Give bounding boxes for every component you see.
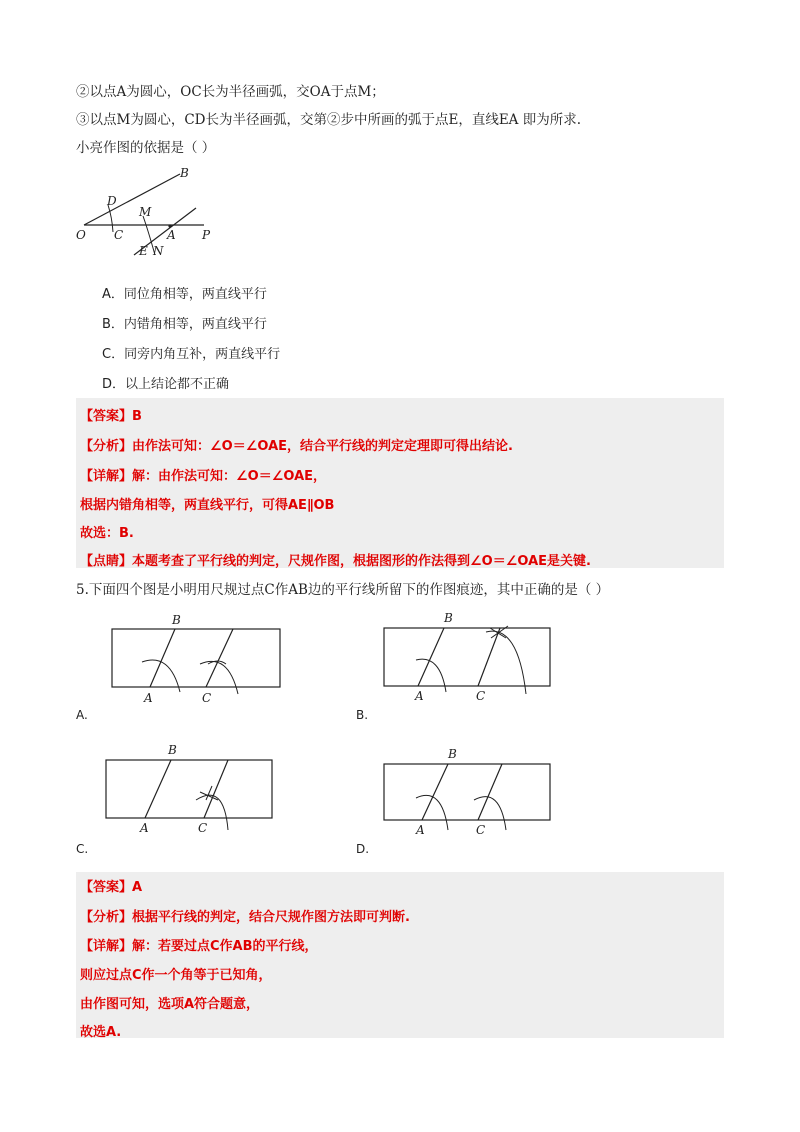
label-o: O [76, 228, 86, 242]
q4-comment: 【点睛】本题考查了平行线的判定，尺规作图，根据图形的作法得到∠O＝∠OAE是关键. [80, 554, 591, 569]
step-3: ③以点M为圆心，CD长为半径画弧，交第②步中所画的弧于点E，直线EA 即为所求. [76, 112, 582, 128]
q4-analysis: 【分析】由作法可知：∠O＝∠OAE，结合平行线的判定定理即可得出结论. [80, 439, 513, 454]
label-m: M [139, 205, 152, 219]
q5-answer: 【答案】A [80, 880, 143, 895]
q5-choose: 故选A. [80, 1025, 122, 1040]
step-2: ②以点A为圆心，OC长为半径画弧，交OA于点M； [76, 84, 385, 100]
option-d[interactable]: D．以上结论都不正确 [102, 377, 230, 392]
option-b[interactable]: B．内错角相等，两直线平行 [102, 317, 267, 332]
q4-detail-2: 根据内错角相等，两直线平行，可得AE∥OB [80, 498, 335, 513]
q5-analysis: 【分析】根据平行线的判定，结合尺规作图方法即可判断. [80, 910, 410, 925]
q5-detail: 【详解】解：若要过点C作AB的平行线， [80, 939, 318, 954]
fig-label-a[interactable]: A. [76, 708, 88, 722]
q5-stem: 5.下面四个图是小明用尺规过点C作AB边的平行线所留下的作图痕迹，其中正确的是（ ） [76, 582, 610, 598]
q5-figure-d [378, 742, 568, 837]
q5-detail-3: 由作图可知，选项A符合题意， [80, 997, 260, 1012]
arc-cd [108, 205, 113, 232]
svg-text:A: A [144, 691, 153, 705]
q4-detail: 【详解】解：由作法可知：∠O＝∠OAE， [80, 469, 327, 484]
fig-label-d[interactable]: D. [356, 842, 370, 856]
q5-figure-b [378, 610, 568, 705]
q5-figure-c [100, 742, 290, 837]
option-a[interactable]: A．同位角相等，两直线平行 [102, 287, 267, 302]
label-e: E [139, 244, 148, 258]
svg-text:B: B [168, 743, 177, 757]
option-c[interactable]: C．同旁内角互补，两直线平行 [102, 347, 281, 362]
svg-text:C: C [476, 689, 486, 703]
svg-text:B: B [444, 611, 453, 625]
fig-label-b[interactable]: B. [356, 708, 369, 722]
svg-text:C: C [476, 823, 486, 837]
q5-figure-a [100, 612, 290, 707]
svg-text:B: B [448, 747, 457, 761]
svg-text:C: C [198, 821, 208, 835]
label-a: A [167, 228, 176, 242]
svg-text:A: A [140, 821, 149, 835]
fig-label-c[interactable]: C. [76, 842, 89, 856]
svg-text:B: B [172, 613, 181, 627]
label-d: D [107, 194, 117, 208]
label-p: P [202, 228, 211, 242]
label-c: C [114, 228, 124, 242]
question-prompt: 小亮作图的依据是（ ） [76, 140, 216, 156]
svg-text:A: A [416, 823, 425, 837]
label-b: B [180, 166, 189, 180]
q4-answer: 【答案】B [80, 409, 142, 424]
q5-detail-2: 则应过点C作一个角等于已知角， [80, 968, 272, 983]
label-n: N [153, 244, 164, 258]
q4-geometry-figure [76, 160, 226, 260]
ray-ob [84, 174, 180, 225]
q5-solution-box [76, 872, 724, 1038]
svg-text:A: A [415, 689, 424, 703]
svg-text:C: C [202, 691, 212, 705]
q4-choose: 故选：B. [80, 526, 134, 541]
